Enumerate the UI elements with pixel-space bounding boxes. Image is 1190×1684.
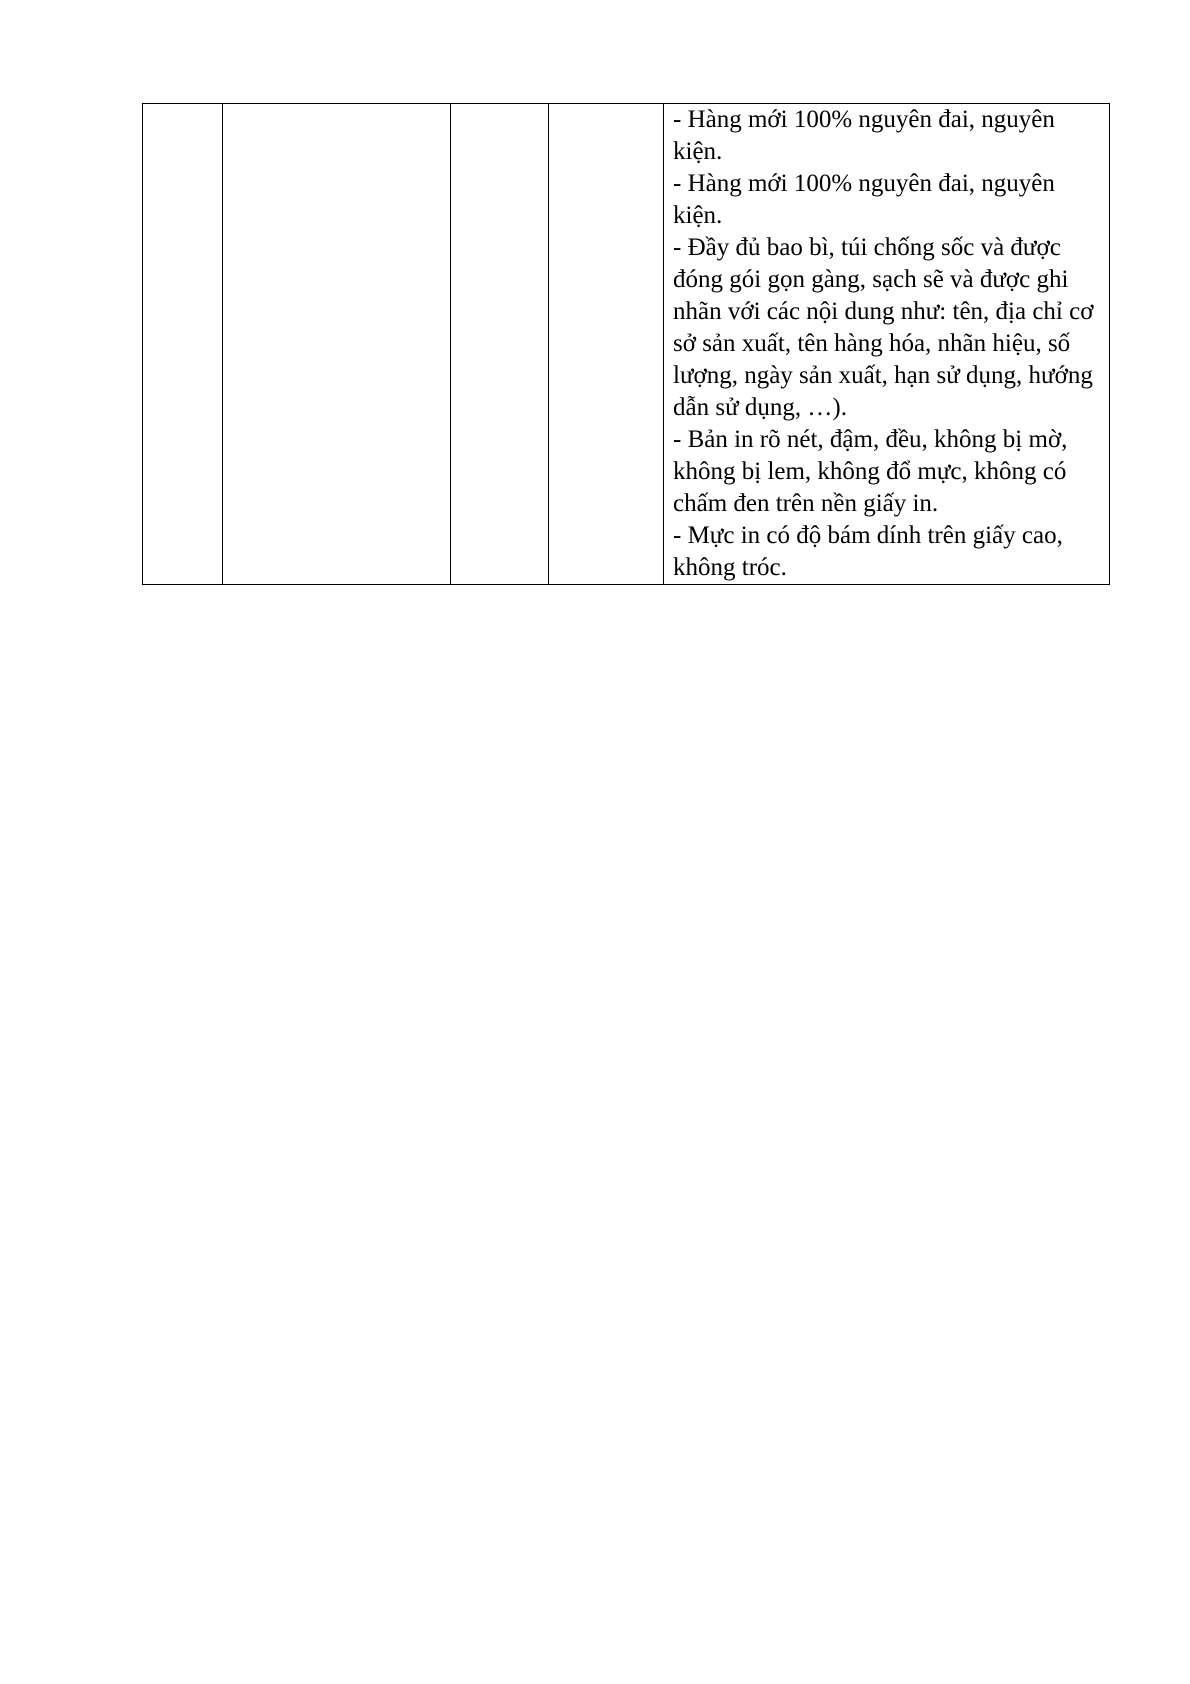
table-cell-3 — [451, 104, 549, 585]
requirement-line: - Đầy đủ bao bì, túi chống sốc và được đóng gói gọn gàng, sạch sẽ và được ghi nhãn với các nội dung như: tên, địa chỉ cơ sở sản xuất, tên hàng hóa, nhãn hiệu, số lượng, ngày sản xuất, hạn sử dụng, hướng dẫn sử dụng, …). — [673, 234, 1094, 421]
requirements-text — [664, 104, 1109, 584]
requirement-line: - Hàng mới 100% nguyên đai, nguyên kiện. — [673, 170, 1055, 229]
requirement-line: - Mực in có độ bám dính trên giấy cao, không tróc. — [673, 522, 1063, 581]
table-row — [143, 104, 1110, 585]
table-cell-1 — [143, 104, 223, 585]
requirement-line: - Hàng mới 100% nguyên đai, nguyên kiện. — [673, 106, 1055, 165]
table-cell-4 — [549, 104, 664, 585]
table-cell-2 — [223, 104, 451, 585]
requirement-line: - Bản in rõ nét, đậm, đều, không bị mờ, không bị lem, không đổ mực, không có chấm đen trên nền giấy in. — [673, 426, 1068, 517]
requirements-table — [142, 103, 1110, 585]
requirements-cell — [664, 104, 1110, 585]
